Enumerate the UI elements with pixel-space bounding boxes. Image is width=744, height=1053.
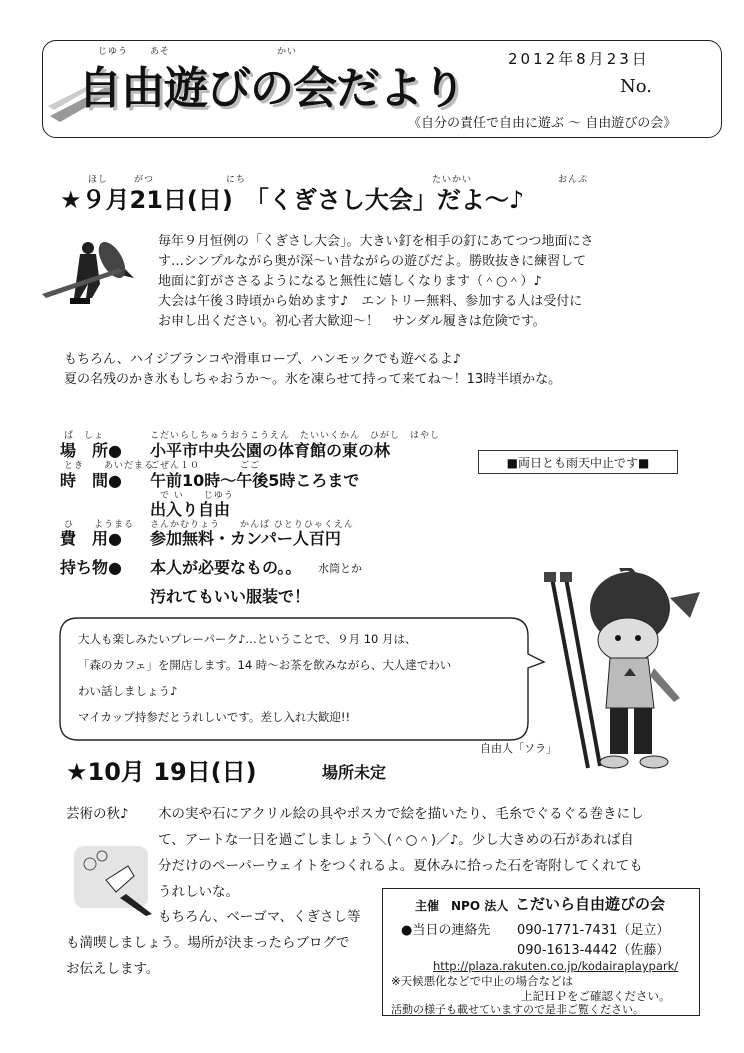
event2-line4: うれしいな。 [158, 884, 239, 900]
organizer-note3: 活動の様子も載せていますので是非ご覧ください。 [391, 1003, 644, 1016]
contact-label: ●当日の連絡先 [401, 923, 491, 938]
event1-ruby-hoshi: ほし [88, 175, 109, 185]
bubble-line1: 大人も楽しみたいプレーパーク♪…ということで、９月 10 月は、 [78, 632, 417, 646]
bubble-line4: マイカップ持参だとうれしいです。差し入れ大歓迎!! [78, 710, 351, 724]
event1-ruby-onpu: おんぷ [558, 175, 589, 185]
rain-cancel-notice: ■両日とも雨天中止です■ [478, 450, 678, 474]
newsletter-title: 自由遊びの会だより [78, 63, 465, 114]
bubble-line2: 「森のカフェ」を開店します。14 時～お茶を飲みながら、大人達でわい [78, 658, 452, 672]
info-value-items1-small: 水筒とか [318, 562, 362, 575]
info-ruby-hiyou: ひ ようまる [64, 520, 135, 530]
event1-paragraph-line4: 大会は午後３時頃から始めます♪ エントリー無料、参加する人は受付に [158, 294, 583, 309]
kugisashi-illustration [40, 238, 140, 308]
title-ruby-jiyuu: じゆう [98, 47, 129, 57]
event2-place: 場所未定 [322, 763, 387, 782]
character-caption: 自由人「ソラ」 [480, 742, 557, 755]
info-ruby-cost: さんかむりょう かんぱ ひとりひゃくえん [150, 520, 354, 530]
title-ruby-aso: あそ [150, 47, 171, 57]
info-ruby-place: こだいらしちゅうおうこうえん たいいくかん ひがし はやし [150, 431, 441, 441]
contact-phone2: 090-1613-4442（佐藤） [517, 943, 670, 958]
event2-line7: お伝えします。 [66, 961, 160, 977]
event2-line2: て、アートな一日を過ごしましょう＼(＾○＾)／♪。少し大きめの石があれば自 [158, 832, 634, 848]
event1-heading: ★９月21日(日) 「くぎさし大会」だよ～♪ [60, 186, 525, 214]
title-ruby-kai: かい [277, 47, 298, 57]
info-label-items: 持ち物● [60, 558, 122, 577]
event2-label: 芸術の秋♪ [66, 806, 129, 822]
event2-heading: ★10月 19日(日) [66, 758, 257, 786]
organizer-note2: 上記ＨＰをご確認ください。 [521, 989, 671, 1003]
event2-line1: 木の実や石にアクリル絵の具やポスカで絵を描いたり、毛糸でぐるぐる巻きにし [158, 806, 644, 822]
info-ruby-jikan: とき あいだまる [64, 461, 155, 471]
event1-ruby-taikai: たいかい [432, 175, 473, 185]
event1-ruby-gatsu: がつ [134, 175, 155, 185]
event1-extra-line1: もちろん、ハイジブランコや滑車ロープ、ハンモックでも遊べるよ♪ [64, 352, 461, 367]
event1-paragraph-line5: お申し出ください。初心者大歓迎～！ サンダル履きは危険です。 [158, 314, 546, 329]
event1-paragraph-line2: す…シンプルながら奥が深～い昔ながらの遊びだよ。勝敗抜きに練習して [158, 254, 587, 269]
organizer-prefix: 主催 NPO 法人 [415, 899, 509, 913]
info-label-place: 場 所● [60, 441, 122, 460]
website-link[interactable]: http://plaza.rakuten.co.jp/kodairaplaypark/ [433, 959, 679, 973]
event1-extra-line2: 夏の名残のかき氷もしちゃおうか～。氷を凍らせて持って来てね～！13時半頃かな。 [64, 372, 562, 387]
event2-line6: も満喫しましょう。場所が決まったらブログで [66, 935, 350, 951]
info-value-items2: 汚れてもいい服装で！ [150, 587, 311, 606]
info-ruby-basho: ば しょ [64, 431, 105, 441]
event1-paragraph-line1: 毎年９月恒例の「くぎさし大会」。大きい釘を相手の釘にあてつつ地面にさ [158, 234, 594, 249]
info-ruby-free: で い じゆう [160, 491, 234, 501]
info-value-cost: 参加無料・カンパー人百円 [150, 529, 341, 548]
info-ruby-time: ごぜん１０ ごご [150, 461, 261, 471]
organizer-box [382, 888, 700, 1016]
info-label-cost: 費 用● [60, 529, 122, 548]
info-value-place: 小平市中央公園の体育館の東の林 [150, 441, 391, 460]
organizer-name: こだいら自由遊びの会 [515, 895, 666, 913]
event1-paragraph-line3: 地面に釘がささるようになると無性に嬉しくなります（＾○＾）♪ [158, 274, 542, 289]
art-painting-hand-illustration [70, 836, 154, 916]
event2-line3: 分だけのペーパーウェイトをつくれるよ。夏休みに拾った石を寄附してくれても [158, 858, 643, 874]
info-label-time: 時 間● [60, 471, 122, 490]
contact-phone1: 090-1771-7431（足立） [517, 923, 670, 938]
issue-number: No. [620, 76, 652, 97]
issue-date: 2012年8月23日 [508, 50, 650, 68]
info-value-time: 午前10時～午後5時ころまで [150, 471, 360, 490]
character-sora-illustration [530, 568, 710, 783]
organizer-note1: ※天候悪化などで中止の場合などは [391, 974, 574, 988]
bubble-line3: わい話しましょう♪ [78, 684, 178, 698]
info-value-items1: 本人が必要なもの。。 [150, 558, 302, 577]
event2-line5: もちろん、ベーゴマ、くぎさし等 [158, 909, 361, 925]
event1-ruby-nichi: にち [226, 175, 247, 185]
slogan: 《自分の責任で自由に遊ぶ ～ 自由遊びの会》 [408, 116, 677, 131]
info-value-free: 出入り自由 [150, 500, 231, 519]
